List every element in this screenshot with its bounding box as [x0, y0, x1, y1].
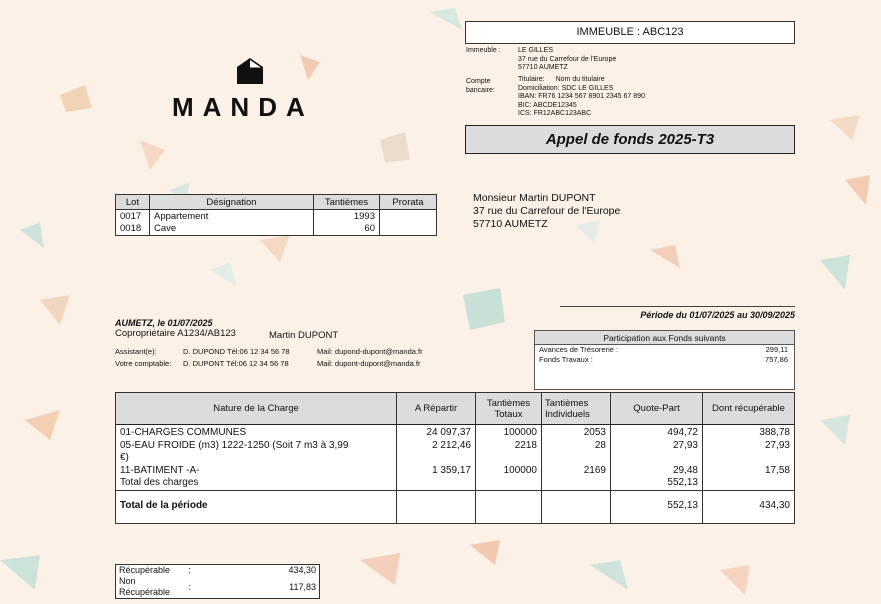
lot-designation: Cave [150, 223, 314, 236]
recap-sep: : [188, 581, 192, 592]
immeuble-title: IMMEUBLE : ABC123 [465, 21, 795, 44]
charge-recuperable: 17,58 [703, 465, 795, 478]
assistant-value: D. DUPOND Tél:06 12 34 56 78 [183, 347, 290, 356]
lots-header-prorata: Prorata [380, 195, 437, 210]
recipient-address [473, 192, 620, 231]
charge-totaux: 100000 [476, 425, 542, 440]
header-tantiemes-individuels-line2: Individuels [545, 408, 590, 420]
compte-details [518, 76, 645, 119]
comptable-label: Votre comptable: [115, 359, 172, 368]
header-a-repartir: A Répartir [397, 393, 476, 425]
domiciliation: Domiciliation: SDC LE GILLES [518, 84, 614, 92]
assistant-label: Assistant(e): [115, 347, 157, 356]
table-row [116, 440, 795, 465]
immeuble-label: Immeuble : [466, 47, 501, 54]
charge-individuels: 28 [542, 440, 611, 465]
participation-title: Participation aux Fonds suivants [535, 331, 794, 345]
compte-label-line1: Compte [466, 78, 491, 85]
recap-value: 434,30 [288, 565, 316, 575]
total-periode-recuperable: 434,30 [703, 490, 795, 523]
lot-prorata [380, 223, 437, 236]
charge-individuels: 2169 [542, 465, 611, 478]
coproprietaire-name: Martin DUPONT [269, 330, 339, 341]
recipient-city: 57710 AUMETZ [473, 218, 548, 230]
header-tantiemes-totaux [476, 393, 542, 425]
participation-value: 757,86 [765, 355, 788, 364]
periode: Période du 01/07/2025 au 30/09/2025 [560, 306, 795, 320]
lot-tantiemes: 60 [314, 223, 380, 236]
ics: ICS: FR12ABC123ABC [518, 110, 592, 117]
table-row [116, 465, 795, 478]
charge-totaux: 2218 [476, 440, 542, 465]
lieu-date: AUMETZ, le 01/07/2025 [115, 318, 213, 328]
immeuble-name: LE GILLES [518, 47, 554, 54]
recap-label: Non Récupérable [119, 576, 171, 597]
charges-table [115, 392, 795, 524]
participation-box [534, 330, 795, 390]
header-nature: Nature de la Charge [116, 393, 397, 425]
charge-individuels: 2053 [542, 425, 611, 440]
recap-table [115, 564, 320, 599]
immeuble-city: 57710 AUMETZ [518, 64, 568, 71]
header-tantiemes-totaux-line1: Tantièmes [486, 397, 531, 409]
compte-label [466, 78, 495, 95]
charge-nature: 11-BATIMENT -A- [116, 465, 397, 478]
charge-quote-part: 29,48 [611, 465, 703, 478]
coproprietaire-label: Copropriétaire A1234/AB123 [115, 328, 236, 339]
appel-de-fonds-title: Appel de fonds 2025-T3 [465, 125, 795, 154]
participation-value: 299,11 [765, 345, 788, 354]
header-tantiemes-individuels [542, 393, 611, 425]
list-item [535, 355, 794, 365]
manda-logo-icon [237, 58, 263, 84]
total-charges-quote-part: 552,13 [611, 477, 703, 490]
total-periode-label: Total de la période [116, 490, 397, 523]
header-quote-part: Quote-Part [611, 393, 703, 425]
table-row [116, 477, 795, 490]
lot-number: 0018 [116, 223, 150, 236]
charge-recuperable: 27,93 [703, 440, 795, 465]
lots-header-tantiemes: Tantièmes [314, 195, 380, 210]
lots-header-lot: Lot [116, 195, 150, 210]
header-tantiemes-individuels-line1: Tantièmes [545, 397, 589, 409]
recap-sep: : [188, 565, 192, 575]
iban: IBAN: FR76 1234 567 8901 2345 67 890 [518, 93, 645, 100]
participation-label: Avances de Trésorerie : [539, 345, 619, 354]
table-row [116, 223, 437, 236]
lot-tantiemes: 1993 [314, 210, 380, 223]
comptable-mail: Mail: dupont-dupont@manda.fr [317, 359, 421, 368]
bic: BIC: ABCDE12345 [518, 101, 577, 109]
immeuble-street: 37 rue du Carrefour de l'Europe [518, 55, 617, 63]
total-periode-quote-part: 552,13 [611, 490, 703, 523]
participation-label: Fonds Travaux : [539, 355, 593, 364]
table-row [116, 565, 320, 577]
recipient-street: 37 rue du Carrefour de l'Europe [473, 205, 621, 217]
charge-a-repartir: 24 097,37 [397, 425, 476, 440]
compte-label-line2: bancaire: [466, 86, 495, 94]
comptable-value: D. DUPONT Tél:06 12 34 56 78 [183, 359, 289, 368]
total-charges-label: Total des charges [116, 477, 397, 490]
charge-quote-part: 494,72 [611, 425, 703, 440]
titulaire-value: Nom du titulaire [555, 76, 605, 83]
lots-header-designation: Désignation [150, 195, 314, 210]
lots-table [115, 194, 437, 236]
table-row [116, 490, 795, 523]
charge-recuperable: 388,78 [703, 425, 795, 440]
table-row [116, 210, 437, 223]
header-tantiemes-totaux-line2: Totaux [494, 408, 523, 420]
table-row [116, 425, 795, 440]
lot-prorata [380, 210, 437, 223]
charge-a-repartir: 1 359,17 [397, 465, 476, 478]
recap-label: Récupérable [119, 565, 171, 575]
charge-totaux: 100000 [476, 465, 542, 478]
logo-text: MANDA [172, 92, 314, 122]
immeuble-address [518, 47, 616, 73]
table-row [116, 576, 320, 599]
header-recuperable: Dont récupérable [703, 393, 795, 425]
list-item [535, 345, 794, 355]
recipient-name: Monsieur Martin DUPONT [473, 192, 596, 204]
lot-number: 0017 [116, 210, 150, 223]
lot-designation: Appartement [150, 210, 314, 223]
charge-nature: 01-CHARGES COMMUNES [116, 425, 397, 440]
charge-nature: 05-EAU FROIDE (m3) 1222-1250 (Soit 7 m3 à 3,99 €) [116, 440, 397, 465]
assistant-mail: Mail: dupond-dupont@manda.fr [317, 347, 423, 356]
titulaire-label: Titulaire: [518, 76, 545, 83]
charge-quote-part: 27,93 [611, 440, 703, 465]
charge-a-repartir: 2 212,46 [397, 440, 476, 465]
recap-value: 117,83 [289, 581, 316, 592]
